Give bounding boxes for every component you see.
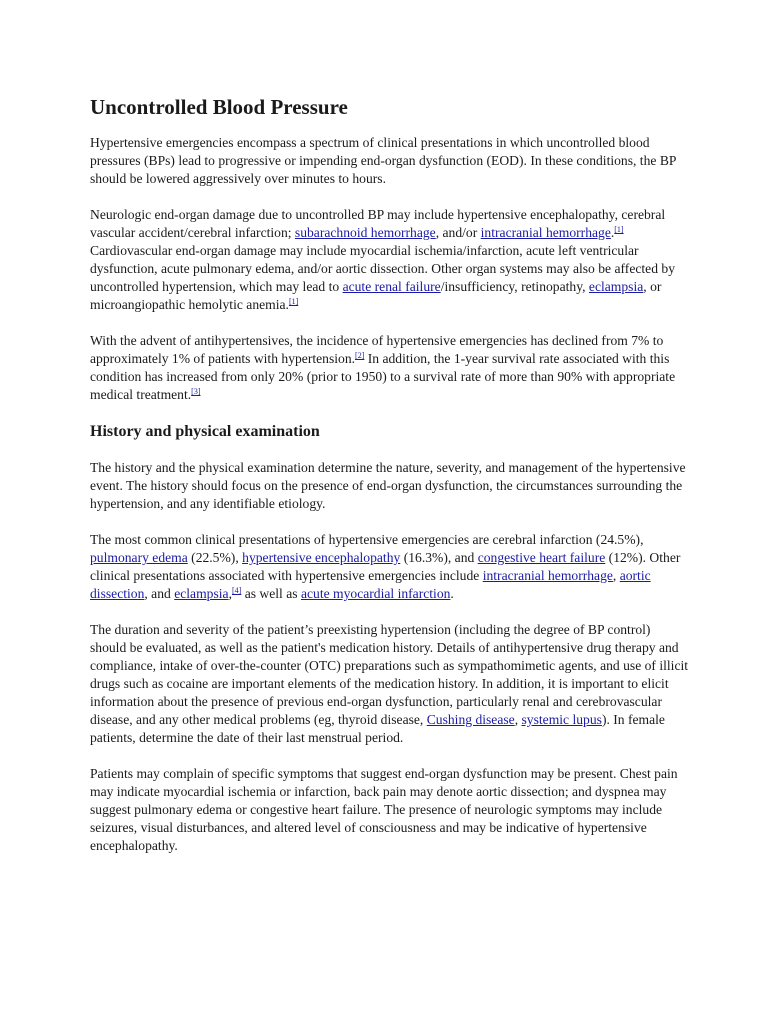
- reference-link-4[interactable]: [4]: [231, 586, 242, 595]
- link-eclampsia[interactable]: eclampsia: [174, 586, 229, 601]
- reference-link-1[interactable]: [1]: [288, 297, 299, 306]
- reference-link-2[interactable]: [2]: [355, 351, 365, 360]
- reference-marker: [614, 225, 623, 234]
- link-eclampsia[interactable]: eclampsia: [588, 279, 644, 294]
- text-run: .: [450, 586, 454, 601]
- reference-link-1[interactable]: [1]: [614, 225, 624, 234]
- reference-marker: [289, 297, 298, 306]
- link-aortic-dissection[interactable]: aortic dissection: [90, 568, 651, 601]
- text-run: ,: [612, 568, 620, 583]
- text-run: (22.5%),: [187, 550, 243, 565]
- text-run: /insufficiency, retinopathy,: [440, 279, 589, 294]
- link-acute-renal-failure[interactable]: acute renal failure: [342, 279, 441, 294]
- medication-history-paragraph: [90, 621, 690, 747]
- reference-marker: [191, 387, 200, 396]
- text-run: The duration and severity of the patient’s preexisting hypertension (including the degree of BP control) should be evaluated, as well as the patient's medication history. Details of antihypertensive drug therapy and compliance, intake of over-the-counter (OTC) preparations such as sympathomimetic agents, and use of illicit drugs such as cocaine are important elements of the medication history. In addition, it is important to elicit information about the presence of previous end-organ dysfunction, particularly renal and cerebrovascular disease, and any other medical problems (eg, thyroid disease,: [90, 622, 689, 727]
- text-run: The most common clinical presentations of hypertensive emergencies are cerebral infarction (24.5%),: [90, 532, 644, 547]
- link-pulmonary-edema[interactable]: pulmonary edema: [90, 550, 188, 565]
- link-cushing-disease[interactable]: Cushing disease: [426, 712, 515, 727]
- link-systemic-lupus[interactable]: systemic lupus: [521, 712, 602, 727]
- link-acute-myocardial-infarction[interactable]: acute myocardial infarction: [300, 586, 451, 601]
- reference-marker: [355, 351, 364, 360]
- reference-link-3[interactable]: [3]: [191, 387, 201, 396]
- link-intracranial-hemorrhage[interactable]: intracranial hemorrhage: [480, 225, 611, 240]
- text-run: Cardiovascular end-organ damage may include myocardial ischemia/infarction, acute left ventricular dysfunction, acute pulmonary edema, and/or aortic dissection. Other organ systems may also be affected by uncontrolled hypertension, which may lead to: [90, 243, 675, 294]
- text-run: (16.3%), and: [400, 550, 478, 565]
- section-heading: History and physical examination: [90, 423, 320, 440]
- text-run: In addition, the 1-year survival rate associated with this condition has increased from only 20% (prior to 1950) to a survival rate of more than 90% with appropriate medical treatment.: [90, 351, 676, 402]
- end-organ-damage-paragraph: [90, 206, 690, 314]
- history-intro-paragraph: The history and the physical examination determine the nature, severity, and management of the hypertensive event. The history should focus on the presence of end-organ dysfunction, the circumstances surrounding the hypertension, and any identifiable etiology.: [90, 460, 686, 511]
- text-run: , or microangiopathic hemolytic anemia.: [90, 279, 662, 312]
- intro-paragraph: Hypertensive emergencies encompass a spectrum of clinical presentations in which uncontrolled blood pressures (BPs) lead to progressive or impending end-organ dysfunction (EOD). In these conditions, the BP should be lowered aggressively over minutes to hours.: [90, 135, 676, 186]
- link-hypertensive-encephalopathy[interactable]: hypertensive encephalopathy: [242, 550, 401, 565]
- document-page: [90, 94, 690, 873]
- clinical-presentations-paragraph: [90, 531, 690, 603]
- page-title: Uncontrolled Blood Pressure: [90, 95, 348, 119]
- text-run: With the advent of antihypertensives, the incidence of hypertensive emergencies has declined from 7% to approximately 1% of patients with hypertension.: [90, 333, 664, 366]
- link-congestive-heart-failure[interactable]: congestive heart failure: [477, 550, 606, 565]
- reference-marker: [232, 586, 241, 595]
- text-run: , and: [144, 586, 175, 601]
- text-run: .: [610, 225, 615, 240]
- text-run: as well as: [241, 586, 301, 601]
- text-run: , and/or: [435, 225, 481, 240]
- text-run: ,: [228, 586, 232, 601]
- text-run: ,: [514, 712, 522, 727]
- text-run: ). In female patients, determine the date of their last menstrual period.: [90, 712, 665, 745]
- link-intracranial-hemorrhage[interactable]: intracranial hemorrhage: [482, 568, 613, 583]
- symptoms-paragraph: Patients may complain of specific symptoms that suggest end-organ dysfunction may be present. Chest pain may indicate myocardial ischemia or infarction, back pain may denote aortic dissection; and dyspnea may suggest pulmonary edema or congestive heart failure. The presence of neurologic symptoms may include seizures, visual disturbances, and altered level of consciousness and may be indicative of hypertensive encephalopathy.: [90, 766, 678, 853]
- incidence-paragraph: [90, 332, 690, 404]
- text-run: Neurologic end-organ damage due to uncontrolled BP may include hypertensive encephalopathy, cerebral vascular accident/cerebral infarction;: [90, 207, 666, 240]
- text-run: (12%). Other clinical presentations associated with hypertensive emergencies include: [90, 550, 681, 583]
- link-subarachnoid-hemorrhage[interactable]: subarachnoid hemorrhage: [294, 225, 436, 240]
